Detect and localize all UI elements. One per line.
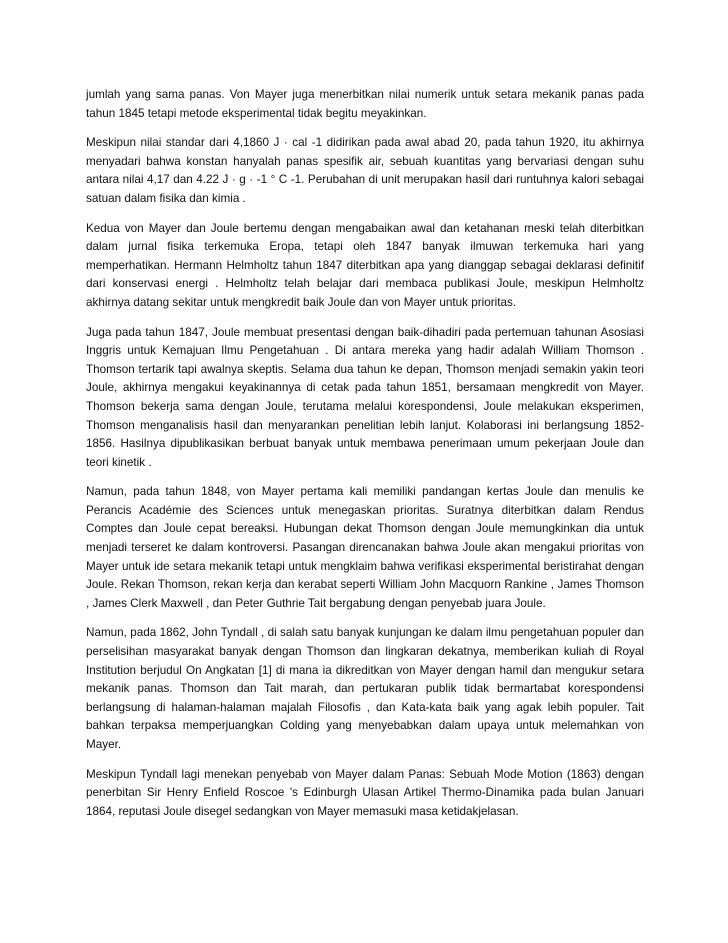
paragraph-1: jumlah yang sama panas. Von Mayer juga menerbitkan nilai numerik untuk setara mekanik panas pada tahun 1845 tetapi metode eksperimental tidak begitu meyakinkan. <box>86 88 644 120</box>
paragraph-4: Juga pada tahun 1847, Joule membuat presentasi dengan baik-dihadiri pada pertemuan tahunan Asosiasi Inggris untuk Kemajuan Ilmu Pengetahuan . Di antara mereka yang hadir adalah William Thomson . Thomson tertarik tapi awalnya skeptis. Selama dua tahun ke depan, Thomson menjadi semakin yakin teori Joule, akhirnya mengakui keyakinannya di cetak pada tahun 1851, bersamaan mengkredit von Mayer. Thomson bekerja sama dengan Joule, terutama melalui korespondensi, Joule melakukan eksperimen, Thomson menganalisis hasil dan menyarankan penelitian lebih lanjut. Kolaborasi ini berlangsung 1852-1856. Hasilnya dipublikasikan berbuat banyak untuk membawa penerimaan umum pekerjaan Joule dan teori kinetik . <box>86 325 644 469</box>
paragraph-3: Kedua von Mayer dan Joule bertemu dengan mengabaikan awal dan ketahanan meski telah diterbitkan dalam jurnal fisika terkemuka Eropa, tetapi oleh 1847 banyak ilmuwan terkemuka hari yang memperhatikan. Hermann Helmholtz tahun 1847 diterbitkan apa yang dianggap sebagai deklarasi definitif dari konservasi energi . Helmholtz telah belajar dari membaca publikasi Joule, meskipun Helmholtz akhirnya datang sekitar untuk mengkredit baik Joule dan von Mayer untuk prioritas. <box>86 221 644 309</box>
paragraph-2: Meskipun nilai standar dari 4,1860 J · cal -1 didirikan pada awal abad 20, pada tahun 1920, itu akhirnya menyadari bahwa konstan hanyalah panas spesifik air, sebuah kuantitas yang bervariasi dengan suhu antara nilai 4,17 dan 4.22 J · g · -1 ° C -1. Perubahan di unit merupakan hasil dari runtuhnya kalori sebagai satuan dalam fisika dan kimia . <box>86 136 644 205</box>
paragraph-6: Namun, pada 1862, John Tyndall , di salah satu banyak kunjungan ke dalam ilmu pengetahuan populer dan perselisihan masyarakat banyak dengan Thomson dan lingkaran dekatnya, memberikan kuliah di Royal Institution berjudul On Angkatan [1] di mana ia dikreditkan von Mayer dengan hamil dan mengukur setara mekanik panas. Thomson dan Tait marah, dan pertukaran publik tidak bermartabat korespondensi berlangsung di halaman-halaman majalah Filosofis , dan Kata-kata baik yang agak lebih populer. Tait bahkan terpaksa memperjuangkan Colding yang menyebabkan dalam upaya untuk melemahkan von Mayer. <box>86 626 644 751</box>
paragraph-7: Meskipun Tyndall lagi menekan penyebab von Mayer dalam Panas: Sebuah Mode Motion (1863) dengan penerbitan Sir Henry Enfield Roscoe 's Edinburgh Ulasan Artikel Thermo-Dinamika pada bulan Januari 1864, reputasi Joule disegel sedangkan von Mayer memasuki masa ketidakjelasan. <box>86 767 644 818</box>
paragraph-5: Namun, pada tahun 1848, von Mayer pertama kali memiliki pandangan kertas Joule dan menulis ke Perancis Académie des Sciences untuk menegaskan prioritas. Suratnya diterbitkan dalam Rendus Comptes dan Joule cepat bereaksi. Hubungan dekat Thomson dengan Joule memungkinkan dia untuk menjadi terseret ke dalam kontroversi. Pasangan direncanakan bahwa Joule akan mengakui prioritas von Mayer untuk ide setara mekanik tetapi untuk mengklaim bahwa verifikasi eksperimental beristirahat dengan Joule. Rekan Thomson, rekan kerja dan kerabat seperti William John Macquorn Rankine , James Thomson , James Clerk Maxwell , dan Peter Guthrie Tait bergabung dengan penyebab juara Joule. <box>86 485 644 610</box>
document-page <box>86 86 644 832</box>
